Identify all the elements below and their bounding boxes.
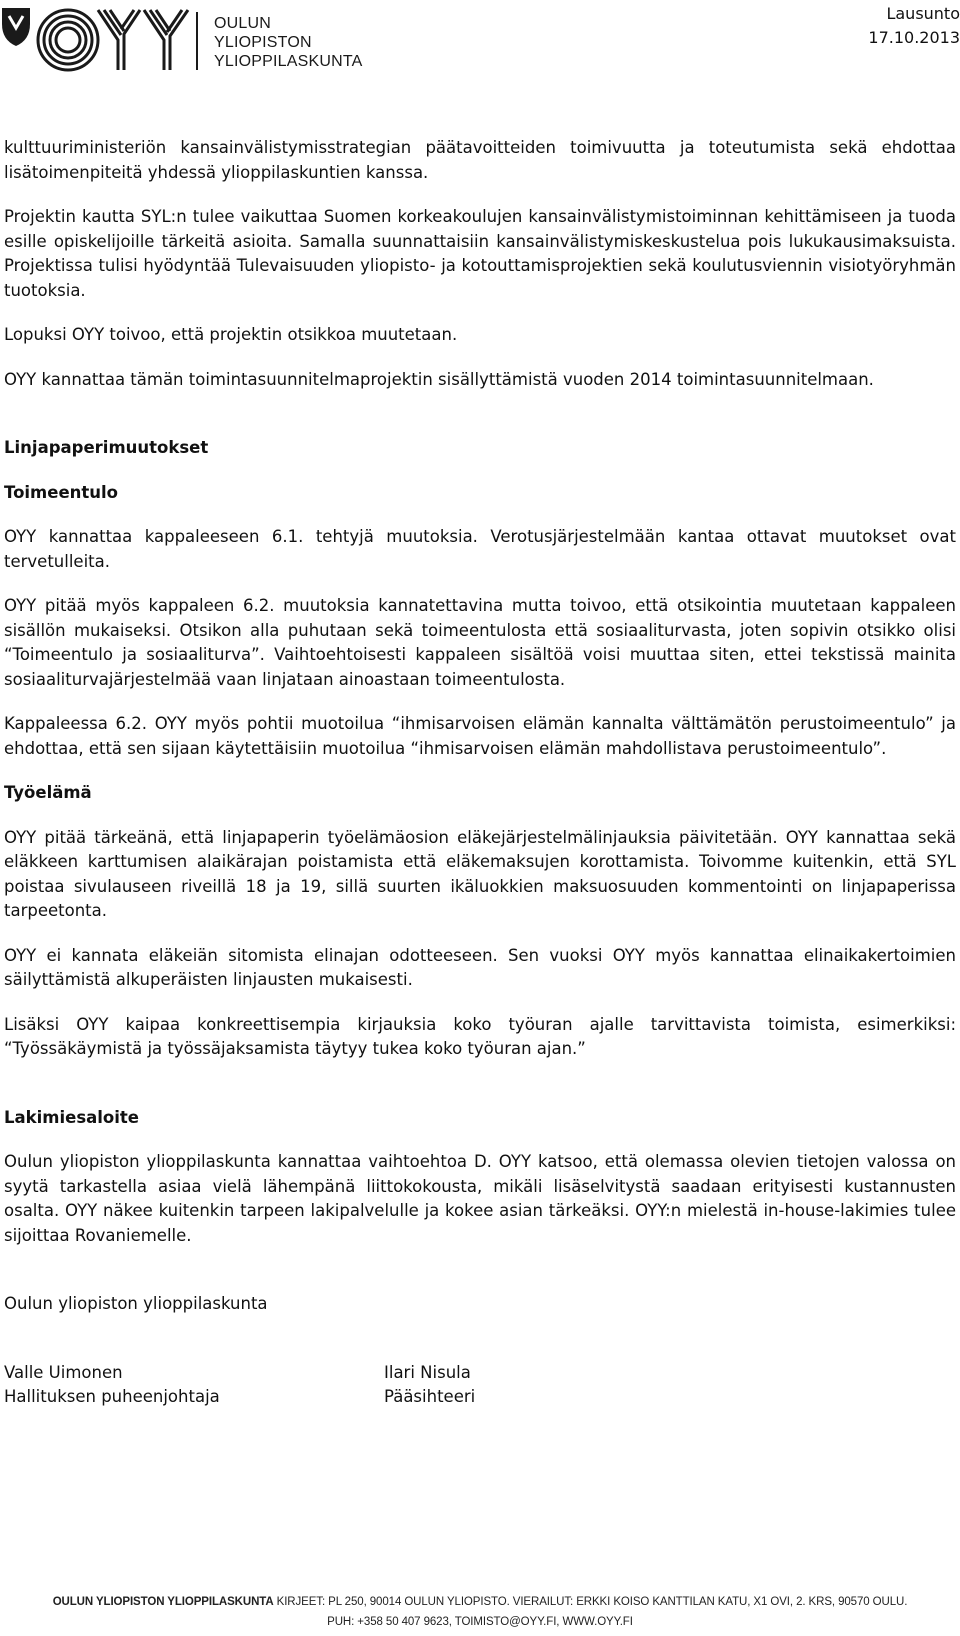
paragraph: OYY pitää myös kappaleen 6.2. muutoksia kannatettavina mutta toivoo, että otsikointia muutetaan kappaleen sisällön mukaiseksi. Otsikon alla puhutaan sekä toimeentulosta että sosiaaliturvasta, joten sopivin otsikko olisi “Toimeentulo ja sosiaaliturva”. Vaihtoehtoisesti kappaleen sisältöä voisi muuttaa siten, ettei tekstissä mainita sosiaaliturvajärjestelmää vaan linjataan ainoastaan toimeentulosta. [4, 596, 956, 689]
logo-divider [196, 12, 198, 70]
paragraph: Projektin kautta SYL:n tulee vaikuttaa Suomen korkeakoulujen kansainvälistymistoiminnan kehittämiseen ja tuoda esille opiskelijoille tärkeitä asioita. Samalla suunnattaisiin kansainvälistymiskeskustelua pois lukukausimaksuista. Projektissa tulisi hyödyntää Tulevaisuuden yliopisto- ja kotouttamisprojektien sekä koulutusviennin visiotyöryhmän tuotoksia. [4, 207, 956, 300]
logo-org-line-3: YLIOPPILASKUNTA [214, 53, 363, 70]
subsection-heading: Työelämä [4, 783, 92, 802]
subsection-heading: Toimeentulo [4, 482, 119, 502]
footer-address: KIRJEET: PL 250, 90014 OULUN YLIOPISTO. VIERAILUT: ERKKI KOISO KANTTILAN KATU, X1 OVI, 2. KRS, 90570 OULU. [273, 1596, 908, 1608]
page-footer [0, 1592, 960, 1632]
paragraph: Kappaleessa 6.2. OYY myös pohtii muotoilua “ihmisarvoisen elämän kannalta välttämätön perustoimeentulo” ja ehdottaa, että sen sijaan käytettäisiin muotoilua “ihmisarvoisen elämän mahdollistava perustoimeentulo”. [4, 714, 956, 758]
oyy-logo-mark [0, 4, 196, 72]
paragraph: OYY ei kannata eläkeiän sitomista elinajan odotteeseen. Sen vuoksi OYY myös kannattaa elinaikakertoimien säilyttämistä alkuperäisten linjausten mukaisesti. [4, 945, 956, 989]
section-heading: Linjapaperimuutokset [4, 438, 209, 457]
logo-org-name [214, 14, 363, 71]
paragraph: Oulun yliopiston ylioppilaskunta kannattaa vaihtoehtoa D. OYY katsoo, että olemassa olevien tietojen valossa on syytä tarkastella asiaa vielä lähempänä liittokokousta, mikäli lisäselvitystä saadaan erityisesti kustannusten osalta. OYY näkee kuitenkin tarpeen lakipalvelulle ja kokee asian tärkeäksi. OYY:n mielestä in-house-lakimies tulee sijoittaa Rovaniemelle. [4, 1152, 956, 1245]
signing-organization: Oulun yliopiston ylioppilaskunta [4, 1294, 268, 1313]
document-meta [868, 2, 960, 50]
oyy-logo [0, 4, 370, 72]
paragraph: OYY kannattaa tämän toimintasuunnitelmaprojektin sisällyttämistä vuoden 2014 toimintasuunnitelmaan. [4, 369, 874, 389]
paragraph: OYY kannattaa kappaleeseen 6.1. tehtyjä muutoksia. Verotusjärjestelmään kantaa ottavat muutokset ovat tervetulleita. [4, 527, 956, 571]
letter-body [4, 136, 956, 1413]
logo-org-line-1: OULUN [214, 15, 272, 32]
signer-name: Ilari Nisula [384, 1362, 471, 1382]
footer-org: OULUN YLIOPISTON YLIOPPILASKUNTA [52, 1596, 274, 1608]
document-type: Lausunto [886, 4, 960, 23]
signature-right [384, 1361, 475, 1410]
paragraph: OYY pitää tärkeänä, että linjapaperin työelämäosion eläkejärjestelmälinjauksia päivitetään. OYY kannattaa sekä eläkkeen karttumisen alaikärajan poistamista että eläkemaksujen korottamista. Toivomme kuitenkin, että SYL poistaa sivulauseen riveillä 18 ja 19, sillä suurten ikäluokkien maksuosuuden kommentointi on linjapaperissa tarpeetonta. [4, 827, 956, 920]
paragraph: kulttuuriministeriön kansainvälistymisstrategian päätavoitteiden toimivuutta ja toteutumista sekä ehdottaa lisätoimenpiteitä yhdessä ylioppilaskuntien kanssa. [4, 138, 956, 182]
paragraph: Lopuksi OYY toivoo, että projektin otsikkoa muutetaan. [4, 325, 458, 344]
document-date: 17.10.2013 [868, 28, 960, 47]
signature-left [4, 1361, 220, 1410]
paragraph: Lisäksi OYY kaipaa konkreettisempia kirjauksia koko työuran ajalle tarvittavista toimista, esimerkiksi: “Työssäkäymistä ja työssäjaksamista täytyy tukea koko työuran ajan.” [4, 1014, 956, 1058]
signature-block [4, 1361, 956, 1413]
footer-line-1 [0, 1592, 960, 1612]
footer-line-2: PUH: +358 50 407 9623, TOIMISTO@OYY.FI, WWW.OYY.FI [327, 1616, 633, 1628]
signer-title: Pääsihteeri [384, 1387, 476, 1406]
logo-org-line-2: YLIOPISTON [214, 34, 312, 51]
letterhead [0, 0, 960, 80]
signer-title: Hallituksen puheenjohtaja [4, 1387, 220, 1406]
section-heading: Lakimiesaloite [4, 1107, 139, 1127]
signer-name: Valle Uimonen [4, 1362, 123, 1382]
